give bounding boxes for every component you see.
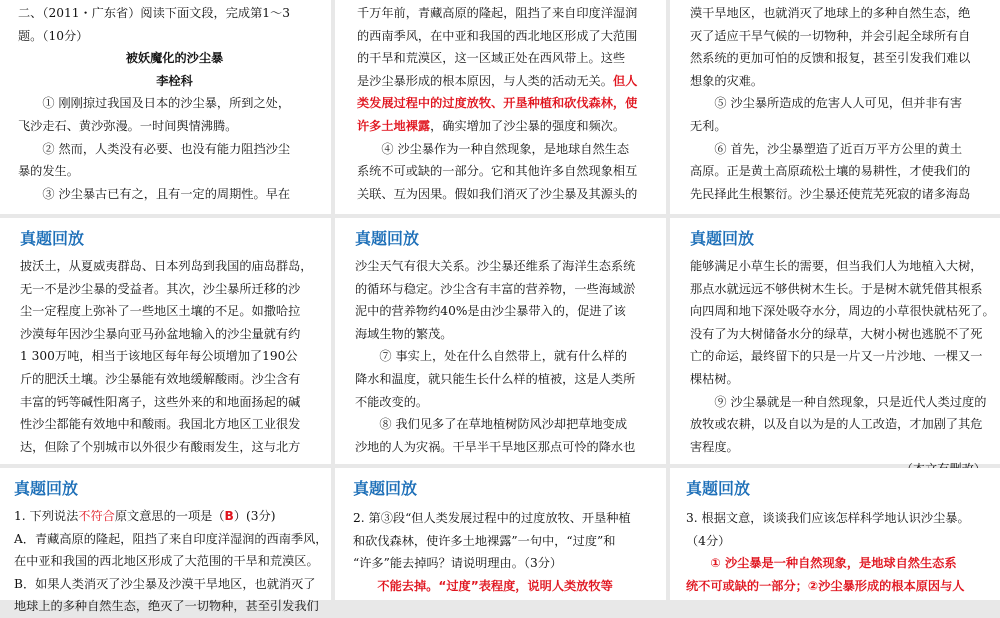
passage-line: 高原。正是黄土高原疏松土壤的易耕性，才使我们的 (690, 164, 971, 179)
passage-line: 向四周和地下深处吸夺水分，周边的小草很快就枯死了。 (690, 304, 995, 319)
passage-line: 斤的肥沃土壤。沙尘暴能有效地缓解酸雨。沙尘含有 (20, 371, 301, 386)
section-header: 真题回放 (14, 479, 79, 498)
passage-line: 的循环与稳定。沙尘含有丰富的营养物，一些海域淤 (355, 281, 636, 296)
panel-passage-p3 (335, 0, 666, 214)
passage-line: 放牧或农耕，以及自以为是的人工改造，才加剧了其危 (690, 417, 983, 432)
passage-line (357, 70, 666, 93)
passage-line: 海域生物的繁茂。 (355, 326, 453, 341)
article-title: 被妖魔化的沙尘暴 (125, 51, 224, 66)
panel-passage-p8-p9 (670, 218, 1000, 464)
option-a: 在中亚和我国的西北地区形成了大范围的干旱和荒漠区。 (14, 554, 319, 569)
passage-line: 千万年前，青藏高原的隆起，阻挡了来自印度洋湿润 (357, 6, 638, 20)
passage-line: 沙地的人为灾祸。干旱半干旱地区那点可怜的降水也 (355, 439, 636, 454)
passage-line: 棵枯树。 (690, 371, 739, 386)
passage-line: 不能改变的。 (355, 394, 429, 409)
question-text: 原文意思的一项是（ (114, 509, 225, 523)
question-3-stem: 3. 根据文意，谈谈我们应该怎样科学地认识沙尘暴。 (686, 511, 970, 525)
panel-question-1 (0, 468, 331, 614)
panel-passage-p4-p6 (670, 0, 1000, 214)
passage-line: 没有了为大树储备水分的绿草，大树小树也逃脱不了死 (690, 326, 983, 341)
answer-choice: B (224, 509, 234, 523)
question-intro-score: 题。（10分） (18, 28, 89, 43)
passage-line: 泥中的营养物约40%是由沙尘暴带入的，促进了该 (355, 304, 626, 319)
question-intro: 二、（2011・广东省）阅读下面文段，完成第1～3 (18, 6, 290, 20)
passage-line: 想象的灾难。 (690, 73, 764, 88)
passage-line: 降水和温度，就只能生长什么样的植被，这是人类所 (355, 371, 636, 386)
passage-line: 无一不是沙尘暴的受益者。其次，沙尘暴所迁移的沙 (20, 281, 301, 296)
question-score: ）(3分) (233, 509, 276, 523)
passage-line: 那点水就远远不够供树木生长。于是树木就凭借其根系 (690, 281, 983, 296)
passage-line: 无利。 (690, 118, 727, 133)
passage-line: ④ 沙尘暴作为一种自然现象，是地球自然生态 (381, 141, 630, 156)
option-b: 地球上的多种自然生态，绝灭了一切物种，甚至引发我们 (14, 599, 319, 614)
passage-text: 是沙尘暴形成的根本原因，与人类的活动无关。 (357, 73, 613, 88)
passage-line: 性沙尘都能有效地中和酸雨。我国北方地区工业很发 (20, 417, 301, 432)
highlighted-sentence: 许多土地裸露 (357, 118, 431, 133)
passage-line: 然系统的更加可怕的反馈和报复，甚至引发我们难以 (690, 51, 971, 66)
panel-question-3 (670, 468, 1000, 600)
highlighted-sentence: 但人 (612, 73, 638, 88)
passage-line: 暴的发生。 (18, 164, 79, 179)
passage-line: ⑥ 首先，沙尘暴塑造了近百万平方公里的黄土 (714, 141, 963, 156)
question-2-stem: “许多”能去掉吗？请说明理由。（3分） (353, 556, 563, 571)
passage-line: 系统不可或缺的一部分。它和其他许多自然现象相互 (357, 164, 638, 179)
passage-line: 沙尘天气有很大关系。沙尘暴还维系了海洋生态系统 (355, 259, 636, 273)
passage-line: 漠干旱地区，也就消灭了地球上的多种自然生态，绝 (690, 6, 971, 20)
passage-line: ⑧ 我们见多了在草地植树防风沙却把草地变成 (379, 417, 628, 432)
answer-text: 统不可或缺的一部分；②沙尘暴形成的根本原因与人 (686, 578, 965, 593)
passage-line: ⑨ 沙尘暴就是一种自然现象，只是近代人类过度的 (714, 394, 987, 409)
passage-line: 的西南季风，在中亚和我国的西北地区形成了大范围 (357, 28, 638, 43)
highlighted-sentence: 类发展过程中的过度放牧、开垦种植和砍伐森林，使 (357, 96, 638, 111)
passage-line: 害程度。 (690, 439, 739, 454)
passage-line: ⑦ 事实上，处在什么自然带上，就有什么样的 (379, 349, 628, 364)
passage-line: ③ 沙尘暴古已有之，且有一定的周期性。早在 (42, 186, 291, 201)
answer-text: 不能去掉。“过度”表程度，说明人类放牧等 (377, 578, 613, 593)
passage-line: 沙漠每年因沙尘暴向亚马孙盆地输入的沙尘量就有约 (20, 326, 301, 341)
answer-text: ① 沙尘暴是一种自然现象，是地球自然生态系 (710, 556, 957, 571)
passage-line: 关联、互为因果。假如我们消灭了沙尘暴及其源头的 (357, 186, 638, 201)
section-header: 真题回放 (355, 229, 420, 248)
passage-line: 丰富的钙等碱性阳离子，这些外来的和地面扬起的碱 (20, 394, 301, 409)
article-author: 李栓科 (156, 73, 193, 88)
question-2-stem: 2. 第③段“但人类发展过程中的过度放牧、开垦种植 (353, 511, 631, 525)
section-header: 真题回放 (690, 229, 755, 248)
passage-line (357, 115, 666, 138)
panel-passage-p6-cont (0, 218, 331, 464)
passage-line: 1 300万吨，相当于该地区每年每公顷增加了190公 (20, 349, 298, 364)
passage-line: 的干旱和荒漠区，这一区域正处在西风带上。这些 (357, 51, 626, 66)
passage-line: ② 然而，人类没有必要、也没有能力阻挡沙尘 (42, 141, 291, 156)
question-1-stem (14, 505, 331, 528)
section-header: 真题回放 (20, 229, 85, 248)
passage-line: ⑤ 沙尘暴所造成的危害人人可见，但并非有害 (714, 96, 963, 111)
section-header: 真题回放 (353, 479, 418, 498)
question-text: 1. 下列说法 (14, 509, 79, 523)
option-b: B．如果人类消灭了沙尘暴及沙漠干旱地区，也就消灭了 (14, 576, 316, 591)
section-header: 真题回放 (686, 479, 751, 498)
passage-line: 达，但除了个别城市以外很少有酸雨发生，这与北方 (20, 439, 301, 454)
passage-text: ，确实增加了沙尘暴的强度和频次。 (430, 118, 626, 133)
panel-passage-start (0, 0, 331, 214)
passage-line: 披沃土，从夏威夷群岛、日本列岛到我国的庙岛群岛， (20, 259, 313, 273)
passage-line: 先民择此生根繁衍。沙尘暴还使荒芜死寂的诸多海岛 (690, 186, 971, 201)
panel-question-2 (335, 468, 666, 600)
panel-passage-p6-p8 (335, 218, 666, 464)
option-a: A．青藏高原的隆起，阻挡了来自印度洋湿润的西南季风， (14, 531, 328, 546)
passage-line: ① 刚刚掠过我国及日本的沙尘暴，所到之处， (42, 96, 291, 111)
emphasis-text: 不符合 (78, 509, 115, 523)
question-3-score: （4分） (686, 533, 731, 548)
passage-line: 灭了适应干旱气候的一切物种，并会引起全球所有自 (690, 28, 971, 43)
passage-line: 尘一定程度上弥补了一些地区土壤的不足。如撒哈拉 (20, 304, 301, 319)
passage-line: 能够满足小草生长的需要，但当我们人为地植入大树， (690, 259, 983, 273)
question-2-stem: 和砍伐森林，使许多土地裸露”一句中，“过度”和 (353, 533, 616, 548)
passage-line: 亡的命运，最终留下的只是一片又一片沙地、一棵又一 (690, 349, 983, 364)
passage-line: 飞沙走石、黄沙弥漫。一时间舆情沸腾。 (18, 118, 238, 133)
